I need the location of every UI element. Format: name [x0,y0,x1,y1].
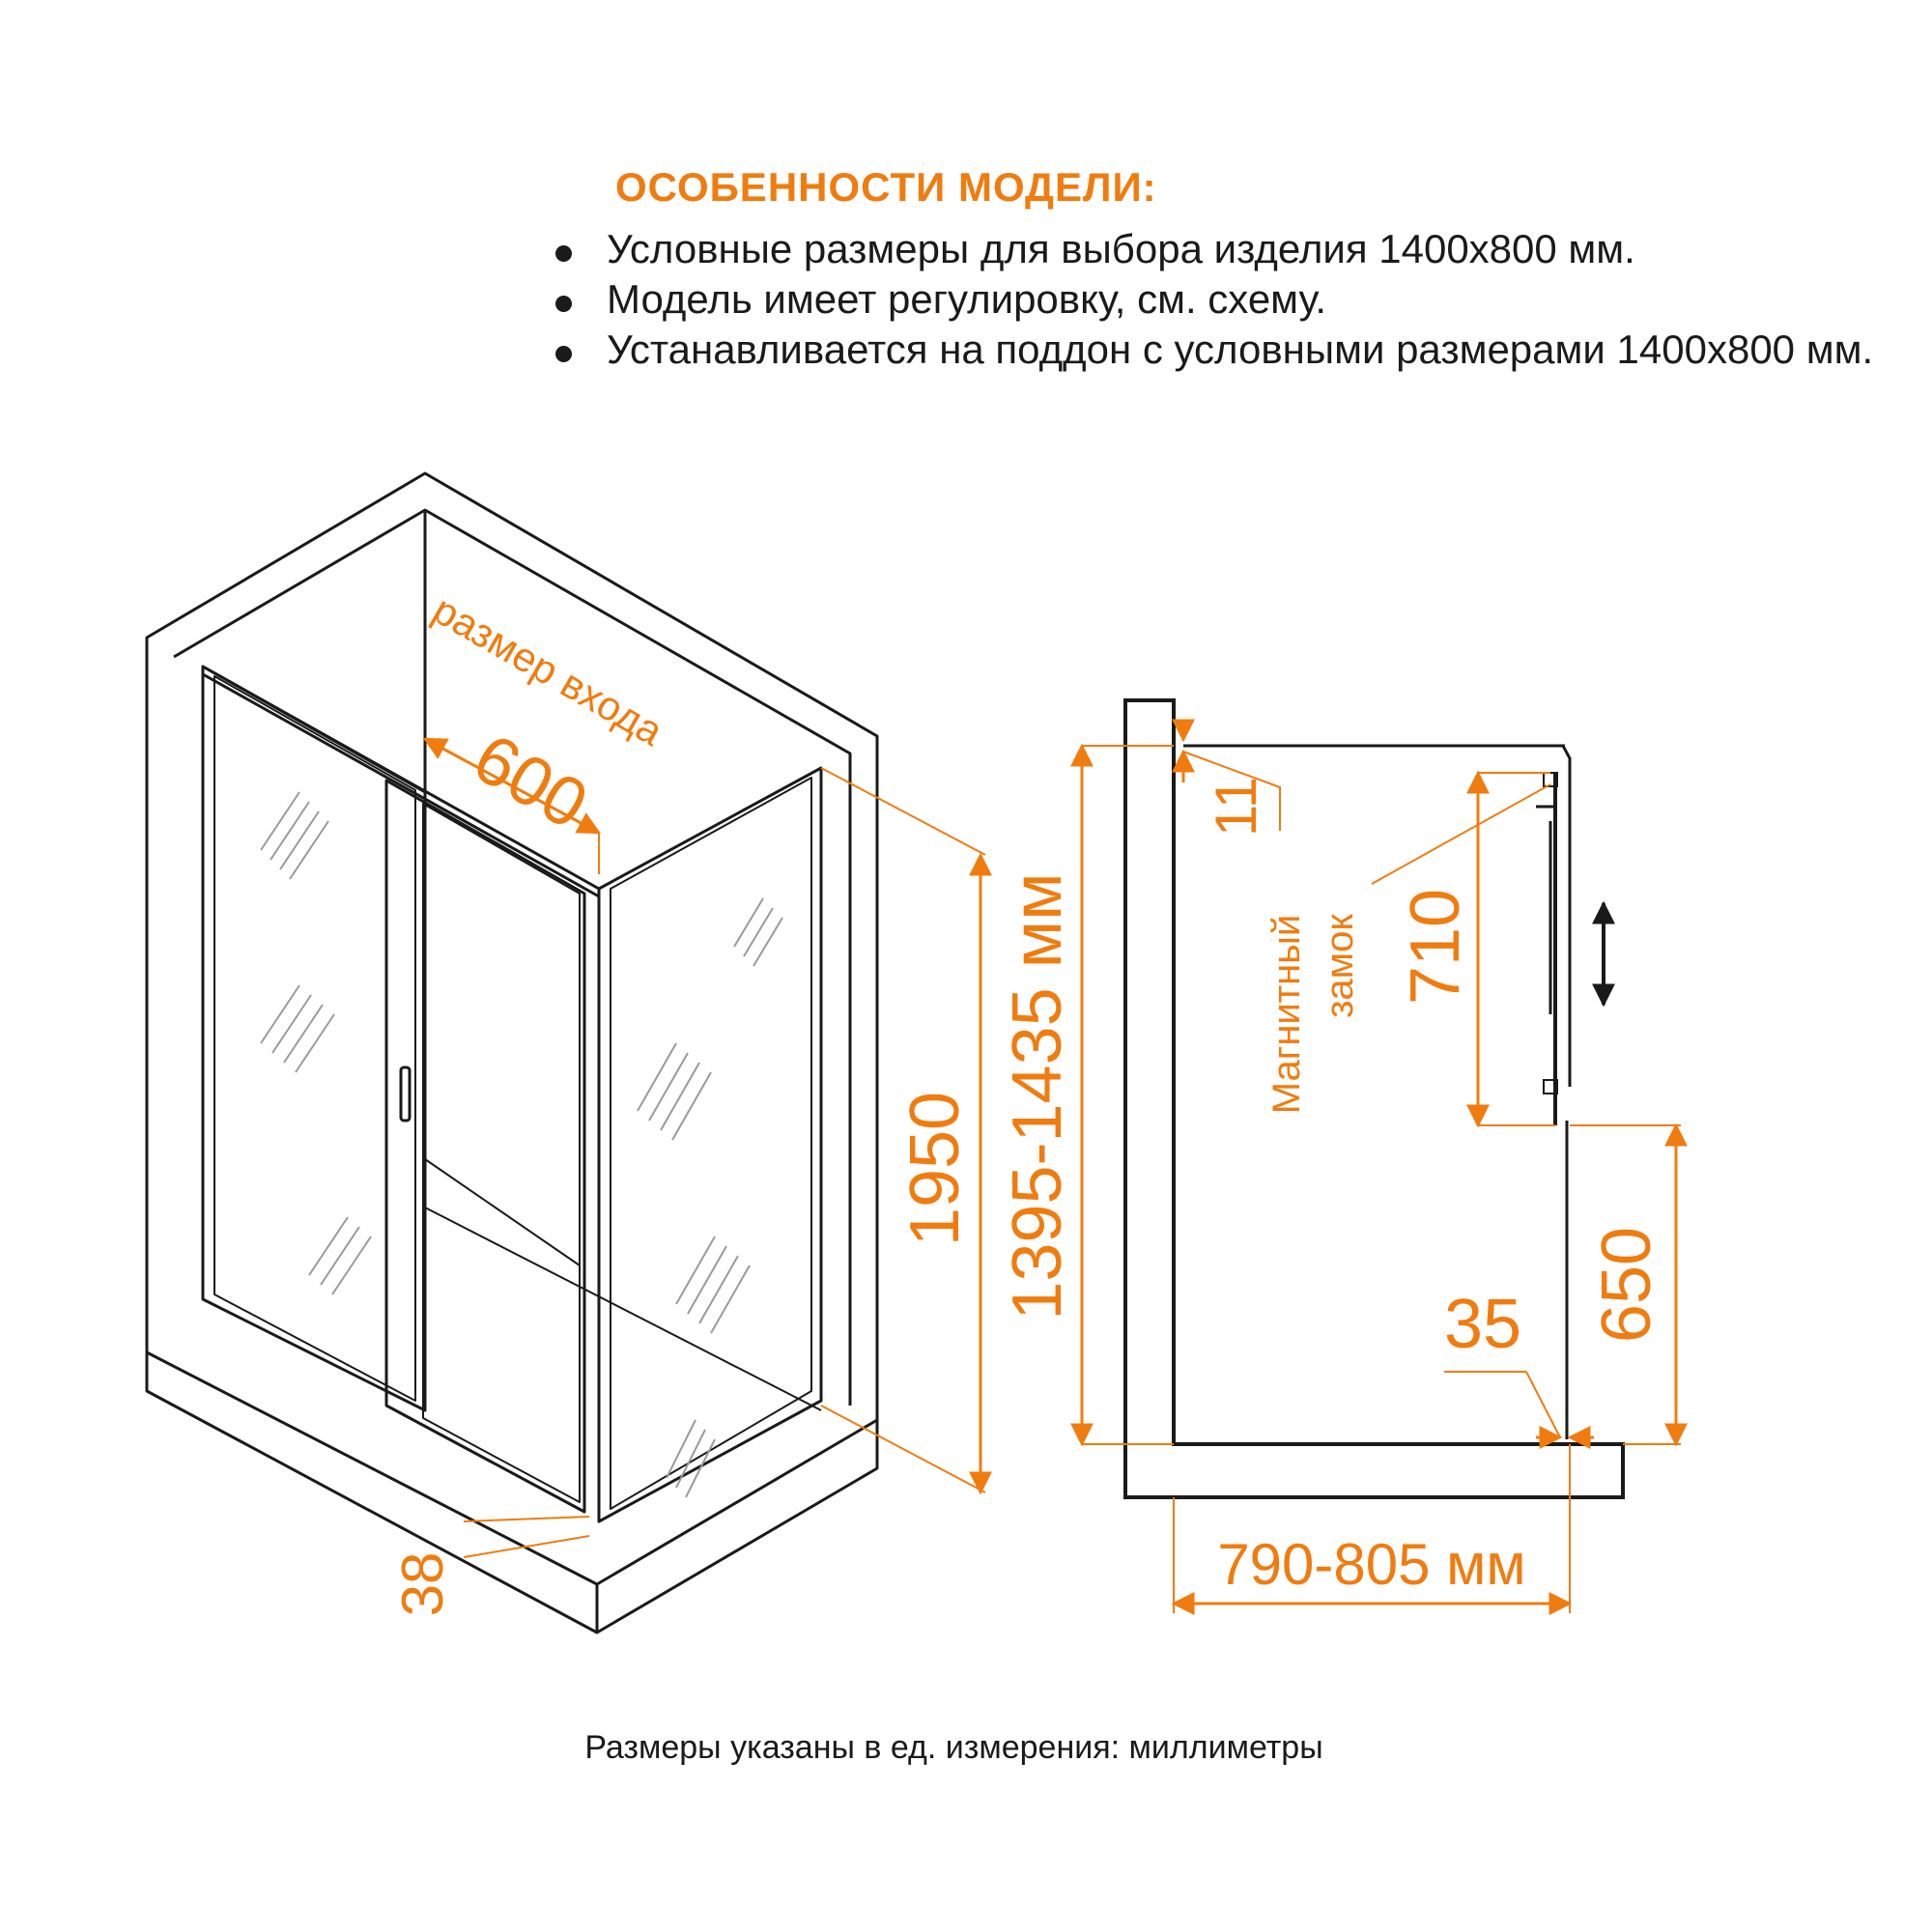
fixed-panel [203,667,425,1410]
side-panel [599,768,821,1521]
entry-value: 600 [461,719,601,844]
isometric-view [147,473,985,1633]
footnote: Размеры указаны в ед. измерения: миллиметры [584,1729,1323,1766]
entry-label: размер входа [425,586,671,754]
height-value: 1950 [896,1091,974,1247]
door-handle [401,1067,410,1121]
side-view [1125,700,1623,1497]
bottom-gap-value: 38 [390,1551,455,1617]
width-range-value: 790-805 мм [1217,1532,1526,1597]
shower-tray [147,1352,877,1633]
lock-label-line1: Магнитный [1265,914,1308,1115]
glass-hatching [261,792,782,1497]
lower-height-value: 650 [1588,1226,1665,1344]
feature-item: Модель имеет регулировку, см. схему. [555,274,1882,325]
lock-label-line2: замок [1319,914,1361,1018]
features-heading: ОСОБЕННОСТИ МОДЕЛИ: [615,164,1157,210]
wall-section [1125,700,1623,1497]
top-gap-value: 11 [1204,776,1268,838]
feature-item: Условные размеры для выбора изделия 1400х800 мм. [555,224,1882,274]
height-range-value: 1395-1435 мм [999,872,1076,1321]
offset-value: 35 [1443,1286,1522,1363]
lock-height-value: 710 [1397,888,1474,1006]
feature-item: Устанавливается на поддон с условными размерами 1400х800 мм. [555,325,1882,375]
